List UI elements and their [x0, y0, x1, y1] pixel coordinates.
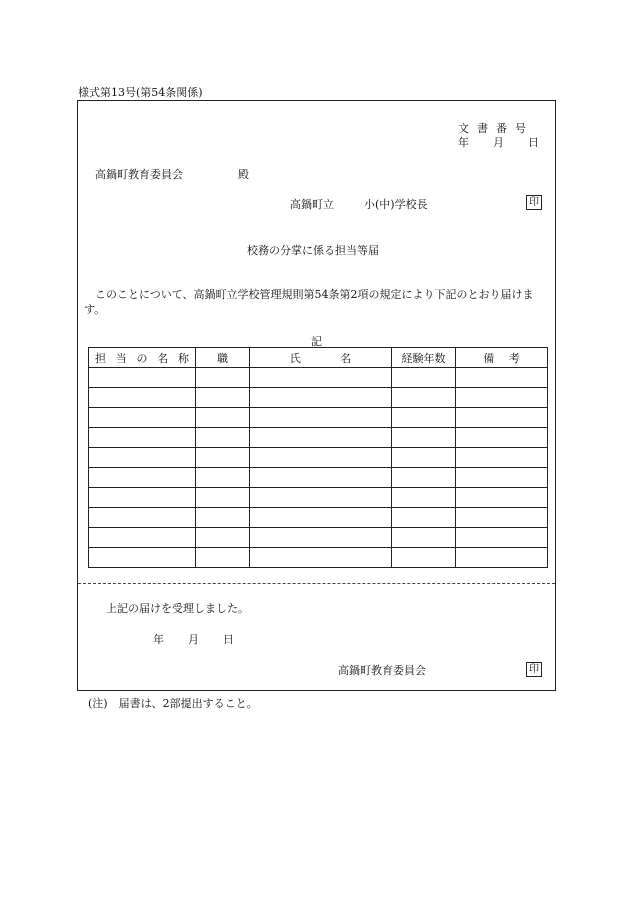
table-cell[interactable] — [456, 408, 548, 428]
table-cell[interactable] — [456, 428, 548, 448]
table-row — [89, 448, 548, 468]
header-experience-years — [392, 348, 456, 368]
header-char: 備 — [483, 351, 495, 365]
table-cell[interactable] — [250, 368, 392, 388]
table-cell[interactable] — [89, 528, 196, 548]
header-char: 担 — [95, 351, 106, 365]
receipt-text: 上記の届けを受理しました。 — [106, 602, 249, 615]
header-duty-name — [89, 348, 196, 368]
seal-mark: 印 — [526, 195, 542, 210]
sender-org: 高鍋町立 — [290, 198, 334, 211]
header-char: 当 — [115, 351, 127, 365]
table-cell[interactable] — [89, 508, 196, 528]
staff-table — [88, 347, 548, 568]
table-cell[interactable] — [196, 368, 250, 388]
table-cell[interactable] — [89, 488, 196, 508]
document-title: 校務の分掌に係る担当等届 — [247, 244, 379, 257]
header-char: 名 — [157, 351, 169, 365]
table-cell[interactable] — [89, 428, 196, 448]
table-cell[interactable] — [392, 408, 456, 428]
table-cell[interactable] — [250, 408, 392, 428]
table-cell[interactable] — [456, 508, 548, 528]
doc-no-char: 書 — [477, 122, 488, 135]
header-char: の — [136, 351, 148, 365]
table-cell[interactable] — [196, 388, 250, 408]
date-field-top — [458, 134, 539, 150]
table-cell[interactable] — [196, 528, 250, 548]
dashed-divider — [78, 583, 555, 584]
form-code: 様式第13号(第54条関係) — [78, 86, 203, 99]
honorific: 殿 — [238, 168, 249, 181]
table-cell[interactable] — [392, 488, 456, 508]
table-cell[interactable] — [392, 548, 456, 568]
date-day-label: 日 — [528, 136, 539, 149]
table-cell[interactable] — [456, 448, 548, 468]
receipt-org: 高鍋町教育委員会 — [338, 664, 426, 677]
table-cell[interactable] — [250, 528, 392, 548]
table-cell[interactable] — [456, 368, 548, 388]
table-cell[interactable] — [89, 468, 196, 488]
table-body — [89, 368, 548, 568]
date-day-label: 日 — [223, 633, 234, 646]
table-cell[interactable] — [456, 488, 548, 508]
table-cell[interactable] — [250, 388, 392, 408]
table-cell[interactable] — [89, 388, 196, 408]
table-cell[interactable] — [392, 468, 456, 488]
table-cell[interactable] — [392, 388, 456, 408]
table-row — [89, 548, 548, 568]
table-cell[interactable] — [250, 448, 392, 468]
table-row — [89, 408, 548, 428]
table-cell[interactable] — [196, 428, 250, 448]
table-cell[interactable] — [196, 448, 250, 468]
table-cell[interactable] — [89, 448, 196, 468]
table-cell[interactable] — [392, 528, 456, 548]
doc-no-char: 文 — [458, 122, 469, 135]
table-cell[interactable] — [196, 408, 250, 428]
table-cell[interactable] — [250, 488, 392, 508]
table-cell[interactable] — [392, 448, 456, 468]
footnote: (注) 届書は、2部提出すること。 — [88, 697, 258, 710]
header-char: 氏 — [289, 351, 301, 365]
date-month-label: 月 — [188, 633, 199, 646]
table-cell[interactable] — [250, 468, 392, 488]
table-cell[interactable] — [89, 368, 196, 388]
receipt-date-field — [153, 631, 234, 647]
date-year-label: 年 — [153, 633, 164, 646]
table-cell[interactable] — [456, 528, 548, 548]
table-cell[interactable] — [392, 428, 456, 448]
table-cell[interactable] — [196, 468, 250, 488]
table-cell[interactable] — [250, 548, 392, 568]
header-char: 称 — [178, 351, 189, 365]
date-month-label: 月 — [493, 136, 504, 149]
table-cell[interactable] — [392, 368, 456, 388]
table-cell[interactable] — [456, 468, 548, 488]
sender-role: 小(中)学校長 — [364, 198, 428, 211]
table-row — [89, 368, 548, 388]
table-row — [89, 508, 548, 528]
doc-no-char: 番 — [496, 122, 507, 135]
doc-no-char: 号 — [515, 122, 526, 135]
table-cell[interactable] — [456, 388, 548, 408]
header-char: 経験年数 — [401, 351, 446, 365]
header-char: 職 — [217, 351, 228, 365]
header-remarks — [456, 348, 548, 368]
ki-heading: 記 — [311, 335, 322, 348]
body-text: このことについて、高鍋町立学校管理規則第54条第2項の規定により下記のとおり届けます。 — [84, 288, 534, 316]
table-header-row — [89, 348, 548, 368]
table-row — [89, 488, 548, 508]
table-cell[interactable] — [196, 548, 250, 568]
table-cell[interactable] — [250, 508, 392, 528]
table-cell[interactable] — [392, 508, 456, 528]
header-position — [196, 348, 250, 368]
table-row — [89, 468, 548, 488]
table-row — [89, 388, 548, 408]
date-year-label: 年 — [458, 136, 469, 149]
header-char: 考 — [508, 351, 520, 365]
table-cell[interactable] — [196, 508, 250, 528]
table-cell[interactable] — [196, 488, 250, 508]
table-cell[interactable] — [89, 548, 196, 568]
table-row — [89, 528, 548, 548]
seal-mark: 印 — [526, 662, 542, 677]
addressee: 高鍋町教育委員会 — [95, 168, 183, 181]
header-full-name — [250, 348, 392, 368]
table-cell[interactable] — [250, 428, 392, 448]
header-char: 名 — [340, 351, 352, 365]
table-cell[interactable] — [89, 408, 196, 428]
table-row — [89, 428, 548, 448]
table-cell[interactable] — [456, 548, 548, 568]
